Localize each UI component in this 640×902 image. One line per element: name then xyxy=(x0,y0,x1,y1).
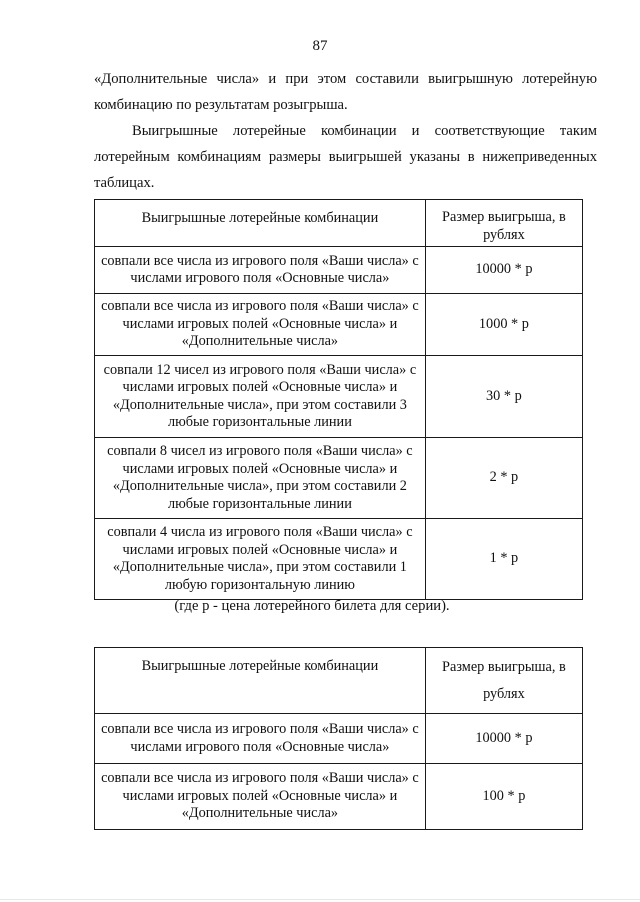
header-combinations: Выигрышные лотерейные комбинации xyxy=(95,200,426,247)
prize-cell: 30 * р xyxy=(425,356,582,438)
prize-cell: 2 * р xyxy=(425,438,582,519)
table-row xyxy=(95,247,583,294)
prize-cell: 1 * р xyxy=(425,519,582,600)
prize-cell: 10000 * р xyxy=(425,714,582,764)
header-prize-size: Размер выигрыша, в рублях xyxy=(425,648,582,714)
page-number: 87 xyxy=(312,38,328,54)
table-row xyxy=(95,294,583,356)
prize-table-1 xyxy=(94,199,583,600)
combination-cell: совпали 4 числа из игрового поля «Ваши числа» с числами игровых полей «Основные числа» и «Дополнительные числа», при этом составили 1 любую горизонтальную линию xyxy=(95,519,426,600)
prize-table-2 xyxy=(94,647,583,830)
prize-cell: 100 * р xyxy=(425,764,582,830)
table-row xyxy=(95,438,583,519)
page-edge-divider xyxy=(0,899,640,900)
table-row xyxy=(95,356,583,438)
combination-cell: совпали все числа из игрового поля «Ваши числа» с числами игровых полей «Основные числа» и «Дополнительные числа» xyxy=(95,764,426,830)
header-combinations: Выигрышные лотерейные комбинации xyxy=(95,648,426,714)
ticket-price-footnote: (где р - цена лотерейного билета для серии). xyxy=(174,598,450,614)
combination-cell: совпали все числа из игрового поля «Ваши числа» с числами игровых полей «Основные числа» и «Дополнительные числа» xyxy=(95,294,426,356)
combination-cell: совпали все числа из игрового поля «Ваши числа» с числами игрового поля «Основные числа» xyxy=(95,247,426,294)
combination-cell: совпали 8 чисел из игрового поля «Ваши числа» с числами игровых полей «Основные числа» и «Дополнительные числа», при этом составили 2 любые горизонтальные линии xyxy=(95,438,426,519)
paragraph-continuation: «Дополнительные числа» и при этом составили выигрышную лотерейную комбинацию по результатам розыгрыша. xyxy=(94,71,597,113)
prize-cell: 1000 * р xyxy=(425,294,582,356)
table-row xyxy=(95,519,583,600)
table-header-row xyxy=(95,648,583,714)
table-header-row xyxy=(95,200,583,247)
paragraph-tables-intro: Выигрышные лотерейные комбинации и соответствующие таким лотерейным комбинациям размеры выигрышей указаны в нижеприведенных таблицах. xyxy=(94,123,597,191)
prize-cell: 10000 * р xyxy=(425,247,582,294)
table-row xyxy=(95,764,583,830)
combination-cell: совпали 12 чисел из игрового поля «Ваши числа» с числами игровых полей «Основные числа» и «Дополнительные числа», при этом составили 3 любые горизонтальные линии xyxy=(95,356,426,438)
header-prize-size: Размер выигрыша, в рублях xyxy=(425,200,582,247)
combination-cell: совпали все числа из игрового поля «Ваши числа» с числами игрового поля «Основные числа» xyxy=(95,714,426,764)
table-row xyxy=(95,714,583,764)
